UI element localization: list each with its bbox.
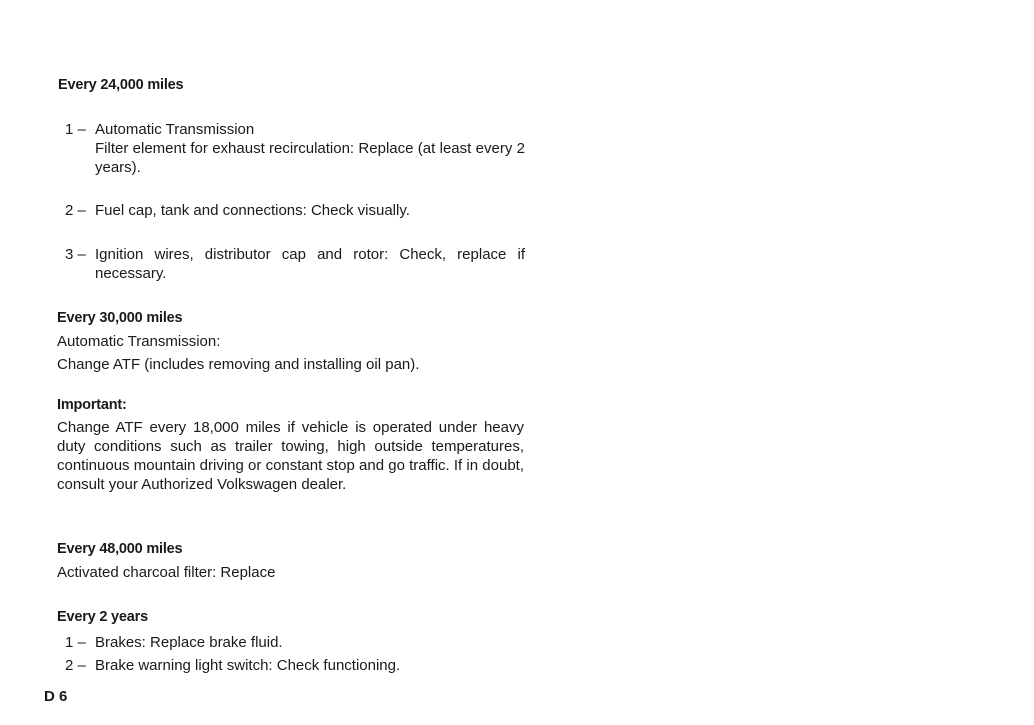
section-heading-30000-miles: Every 30,000 miles: [57, 310, 183, 326]
item-number: 1 –: [65, 121, 86, 138]
item-text-brake-fluid: Brakes: Replace brake fluid.: [95, 634, 283, 651]
item-number: 1 –: [65, 634, 86, 651]
item-number: 2 –: [65, 657, 86, 674]
item-number: 3 –: [65, 246, 86, 263]
text-change-atf: Change ATF (includes removing and installing oil pan).: [57, 356, 420, 373]
item-number: 2 –: [65, 202, 86, 219]
important-text: Change ATF every 18,000 miles if vehicle is operated under heavy duty conditions such as trailer towing, high outside temperatures, continuous mountain driving or constant stop and go traffic. If in doubt, consult your Authorized Volkswagen dealer.: [57, 419, 524, 493]
page-number: D 6: [44, 688, 68, 705]
section-heading-24000-miles: Every 24,000 miles: [58, 77, 184, 93]
item-text-brake-warning-switch: Brake warning light switch: Check functioning.: [95, 657, 401, 674]
section-heading-48000-miles: Every 48,000 miles: [57, 541, 183, 557]
item-text-fuel-cap: Fuel cap, tank and connections: Check visually.: [95, 202, 410, 219]
item-title-automatic-transmission: Automatic Transmission: [95, 121, 255, 138]
item-text-filter-element: Filter element for exhaust recirculation: Replace (at least every 2 years).: [95, 140, 525, 176]
text-activated-charcoal-filter: Activated charcoal filter: Replace: [57, 564, 276, 581]
item-text-ignition-wires: Ignition wires, distributor cap and rotor: Check, replace if necessary.: [95, 246, 525, 282]
text-automatic-transmission: Automatic Transmission:: [57, 333, 221, 350]
important-heading: Important:: [57, 397, 127, 413]
section-heading-2-years: Every 2 years: [57, 609, 148, 625]
